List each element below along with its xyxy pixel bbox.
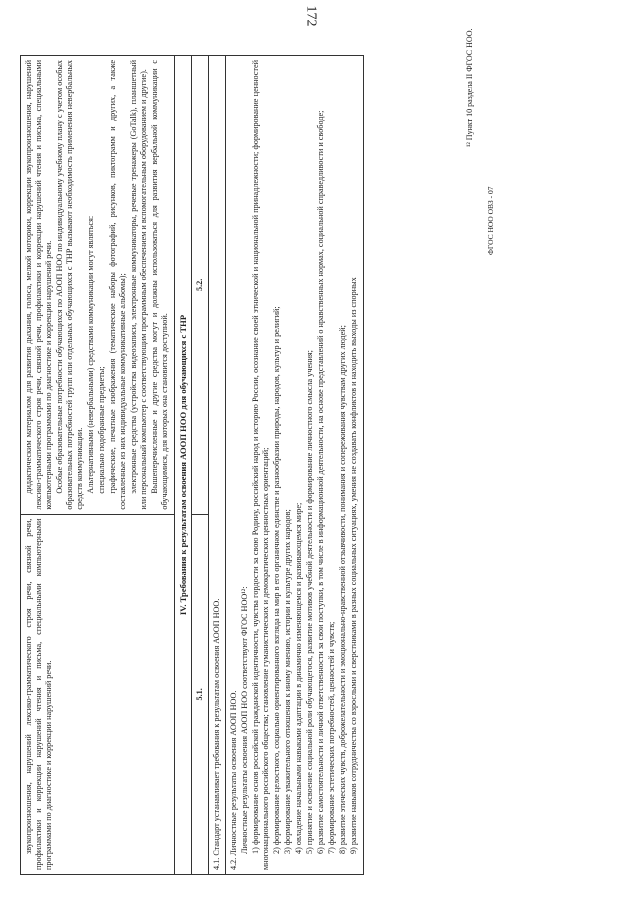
requirements-table xyxy=(20,55,364,875)
body-text: 4.2. Личностные результаты освоения АООП НОО. xyxy=(229,690,239,870)
top-right-text: Альтернативными (невербальными) средствами коммуникации могут являться: xyxy=(86,215,95,494)
top-right-text: электронные средства (устройства видеозаписи, электронные коммуникаторы, речевые тренажеры (GoTalk), планшетный или персональный компьютер с соответствующим программным обеспечением и вспомогательным оборудованием и другие). xyxy=(129,60,148,510)
table-row xyxy=(192,56,209,875)
top-right-text: графические, печатные изображения (тематические наборы фотографий, рисунков, пиктограмм и других, а также составленные из них индивидуальные коммуникативные альбомы); xyxy=(108,60,127,510)
rotated-content xyxy=(20,28,540,875)
body-text: 7) формирование эстетических потребностей, ценностей и чувств; xyxy=(327,621,337,854)
top-right-text: дидактическим материалом для развития дыхания, голоса, мелкой моторики, коррекции звукопроизношения, нарушений лексико-грамматического строя речи, связной речи, профилактики и коррекции нарушений чтения и письма, специальными компьютерными программами по диагностике и коррекции нарушений речи. xyxy=(24,60,53,510)
table-row xyxy=(226,56,364,875)
body-text: 8) развитие этических чувств, доброжелательности и эмоционально-нравственной отзывчивости, понимания и сопереживания чувствам других людей; xyxy=(338,325,348,854)
body-text: 2) формирование целостного, социально ориентированного взгляда на мир в его органичном единстве и разнообразии природы, народов, культур и религий; xyxy=(272,306,282,854)
footer-code: ФГОС НОО ОВЗ - 07 xyxy=(486,186,495,255)
body-text: 5) принятие и освоение социальной роли обучающегося, развитие мотивов учебной деятельности и формирование личностного смысла учения; xyxy=(305,350,315,854)
top-right-text: Вышеперечисленные и другие средства могут и должны использоваться для развития вербальной коммуникации с обучающимися, для которых она становится доступной. xyxy=(150,60,169,510)
footnote: ¹² Пункт 10 раздела II ФГОС НОО. xyxy=(465,28,474,147)
section-title: IV. Требования к результатам освоения АООП НОО для обучающихся с ТНР xyxy=(175,56,192,875)
top-left-text: звукопроизношения, нарушений лексико-грамматического строя речи, связной речи, профилактики и коррекции нарушений чтения и письма, специальными компьютерными программами по диагностике и коррекции нарушений речи. xyxy=(24,518,53,870)
body-text: 9) развитие навыков сотрудничества со взрослыми и сверстниками в разных социальных ситуациях, умения не создавать конфликтов и находить выходы из спорных xyxy=(349,277,359,854)
table-row xyxy=(175,56,192,875)
table-row xyxy=(209,56,226,875)
table-row xyxy=(21,56,175,875)
top-right-cell xyxy=(21,56,175,515)
top-left-cell xyxy=(21,514,175,874)
body-text: 6) развитие самостоятельности и личной ответственности за свои поступки, в том числе в информационной деятельности, на основе представлений о нравственных нормах, социальной справедливости и свободе; xyxy=(316,110,326,854)
column-head: 5.2. xyxy=(192,56,209,515)
body-text: Личностные результаты освоения АООП НОО соответствуют ФГОС НОО¹²: xyxy=(240,586,250,854)
body-text: 4) овладение начальными навыками адаптации в динамично изменяющемся и развивающемся мире; xyxy=(294,502,304,854)
top-right-text: специально подобранные предметы; xyxy=(97,366,106,494)
column-head: 5.1. xyxy=(192,514,209,874)
top-right-text: Особые образовательные потребности обучающихся по АООП НОО по индивидуальному учебному плану с учетом особых образовательных потребностей групп или отдельных обучающихся с ТНР вызывают необходимость применения невербальных средств коммуникации. xyxy=(55,60,84,510)
body-cell xyxy=(226,56,364,875)
body-text: 3) формирование уважительного отношения к иному мнению, истории и культуре других народов; xyxy=(283,509,293,854)
body-text: 1) формирование основ российской гражданской идентичности, чувства гордости за свою Родину, российский народ и историю России, осознание своей этнической и национальной принадлежности; формирование ценностей многонационального российского общества; становление гуманистических и демократических ценностных ориентаций; xyxy=(251,60,271,870)
body-cell: 4.1. Стандарт устанавливает требования к результатам освоения АООП НОО. xyxy=(209,56,226,875)
page-number: 172 xyxy=(303,5,319,27)
